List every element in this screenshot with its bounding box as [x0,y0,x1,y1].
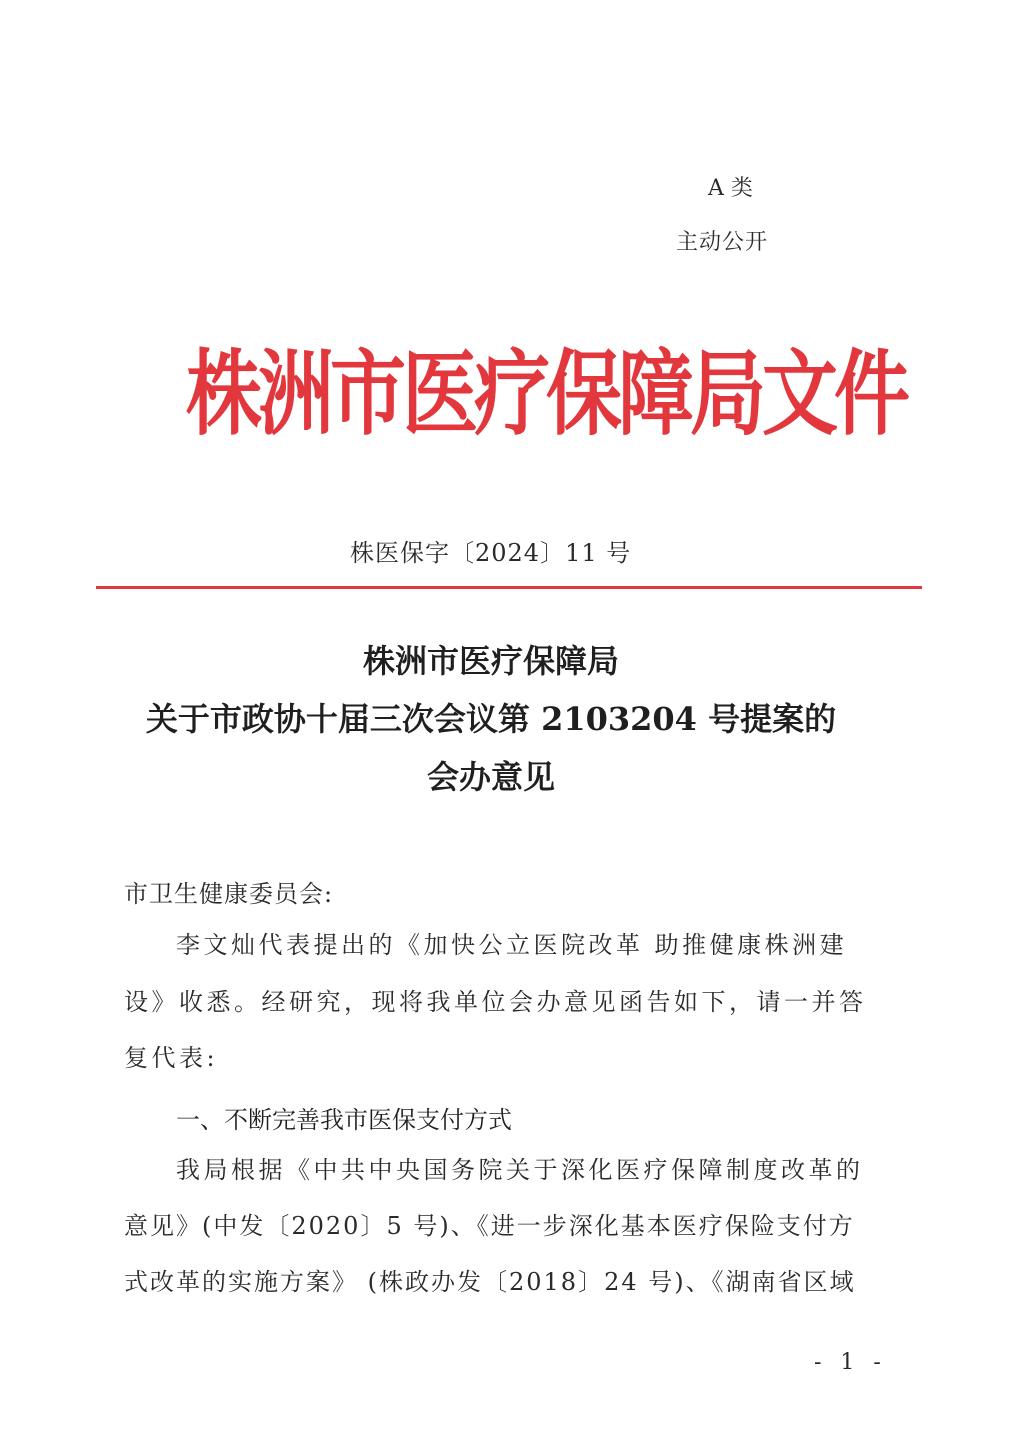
document-number: 株医保字〔2024〕11 号 [350,539,632,567]
page-number: - 1 - [814,1350,887,1375]
salutation: 市卫生健康委员会: [124,880,334,908]
paragraph-1-line-1: 李文灿代表提出的《加快公立医院改革 助推健康株洲建 [176,931,848,959]
issuer-header-title: 株洲市医疗保障局文件 [186,339,906,449]
paragraph-2-line-2: 意见》(中发〔2020〕5 号)、《进一步深化基本医疗保险支付方 [124,1212,855,1240]
title-line-1: 株洲市医疗保障局 [362,642,619,680]
red-divider-line [96,586,922,589]
title-line-3: 会办意见 [426,758,555,796]
title-line-2: 关于市政协十届三次会议第 2103204 号提案的 [145,700,837,738]
section-1-heading: 一、不断完善我市医保支付方式 [176,1106,512,1134]
document-title [96,632,886,806]
category-label: A 类 [708,176,753,201]
paragraph-1-line-2: 设》收悉。经研究，现将我单位会办意见函告如下，请一并答 [124,988,867,1016]
paragraph-2-line-1: 我局根据《中共中央国务院关于深化医疗保障制度改革的 [176,1156,864,1184]
paragraph-1-line-3: 复代表: [124,1044,219,1072]
disclosure-label: 主动公开 [676,230,769,255]
paragraph-2-line-3: 式改革的实施方案》 (株政办发〔2018〕24 号)、《湖南省区域 [124,1268,856,1296]
